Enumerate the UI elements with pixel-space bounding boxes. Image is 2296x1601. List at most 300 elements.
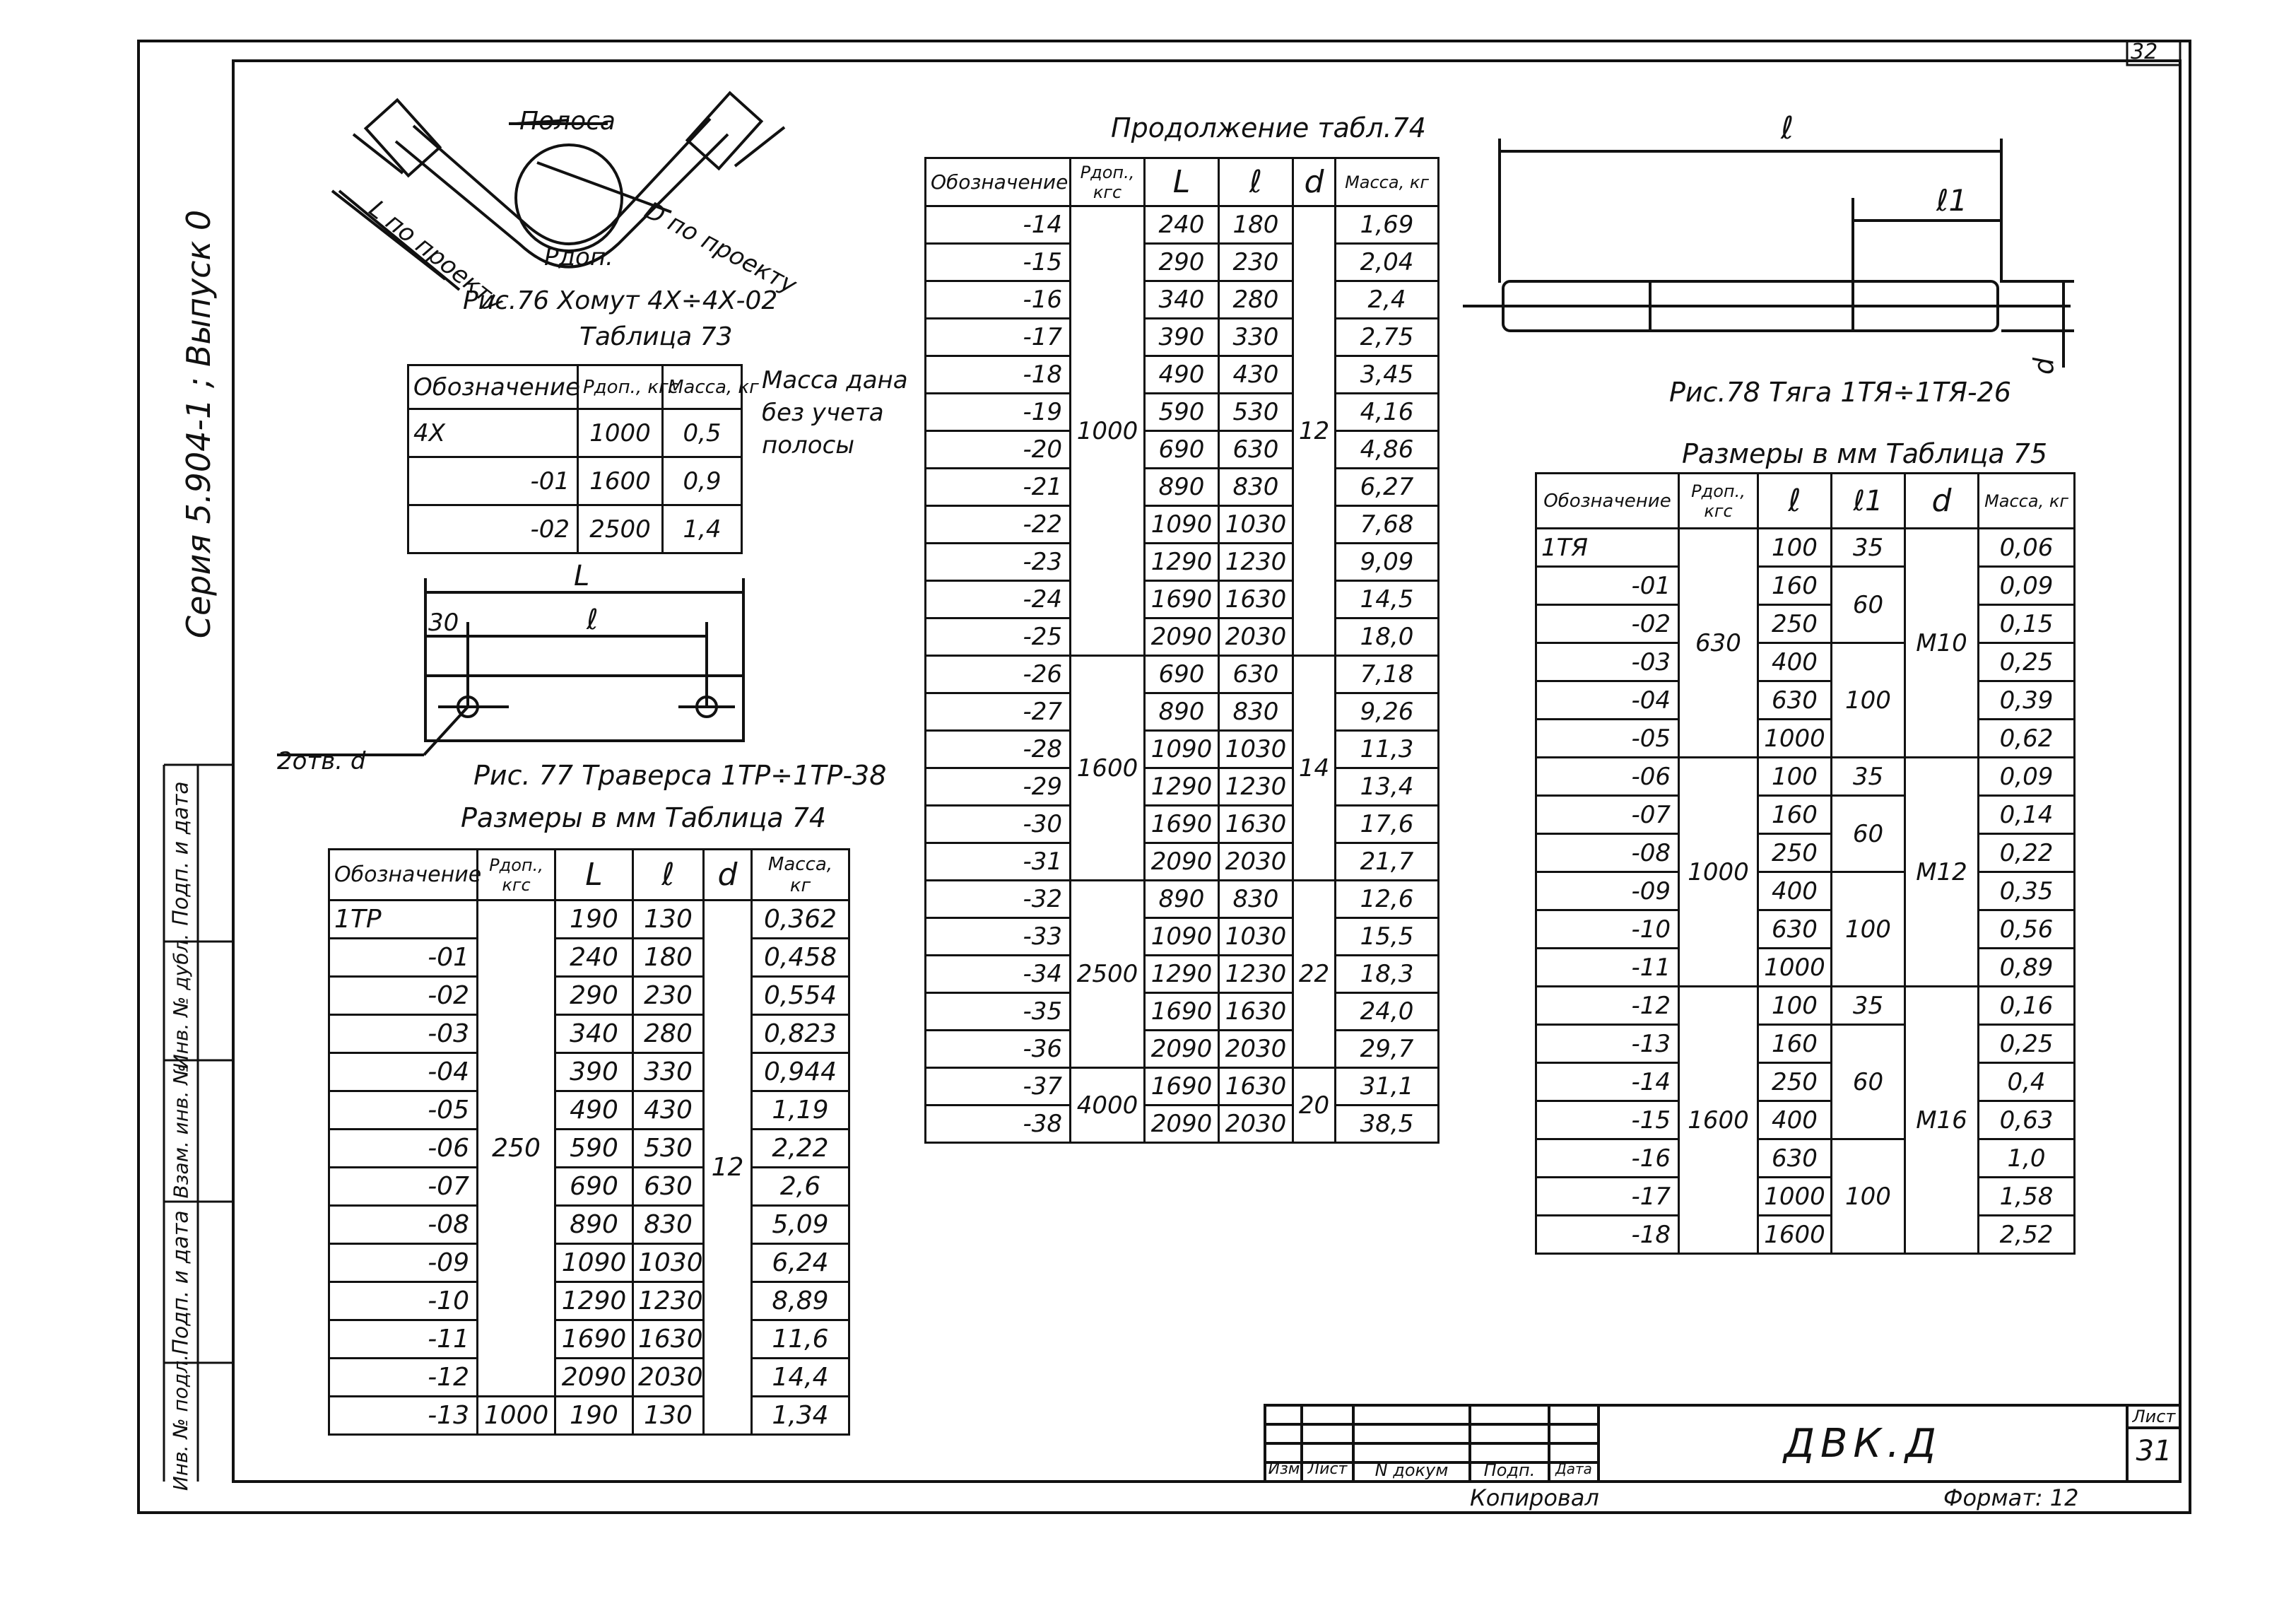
cell: 1230 [1219,956,1293,993]
cell: 3,45 [1336,356,1439,394]
t74c-header: Обозначение [926,158,1071,206]
cell: -20 [926,431,1071,469]
stamp-vzam-inv: Взам. инв. № [169,1063,193,1199]
table-row [926,244,1439,281]
cell: -36 [926,1031,1071,1068]
cell: 1,34 [752,1397,849,1435]
cell: 2090 [1145,843,1219,881]
fig77-traverse [277,578,743,755]
cell: -08 [329,1206,478,1244]
t74-header: d [704,850,752,901]
table-row [926,806,1439,843]
cell: 1290 [1145,544,1219,581]
cell: 390 [1145,319,1219,356]
cell: 890 [1145,693,1219,731]
tb-col-data: Дата [1555,1460,1592,1477]
cell: 100 [1832,1139,1905,1254]
cell: 35 [1832,758,1905,796]
cell: 1230 [633,1282,704,1320]
cell: -30 [926,806,1071,843]
t75-header: Обозначение [1536,474,1679,529]
cell: 230 [633,977,704,1015]
cell: 2030 [633,1359,704,1397]
cell: -28 [926,731,1071,768]
cell: -13 [1536,1025,1679,1063]
cell: 14 [1293,656,1336,881]
cell: 180 [1219,206,1293,244]
cell: -38 [926,1106,1071,1143]
t74c-header: Масса, кг [1336,158,1439,206]
cell: 160 [1758,1025,1832,1063]
fig77-30-label: 30 [428,609,459,637]
cell: 1290 [1145,768,1219,806]
cell: М10 [1905,529,1979,758]
fig77-caption: Рис. 77 Траверса 1ТР÷1ТР-38 [473,760,887,791]
table-row [408,457,742,505]
cell: 11,6 [752,1320,849,1359]
cell: -18 [926,356,1071,394]
table-row [329,901,849,939]
cell: 630 [1679,529,1758,758]
cell: -32 [926,881,1071,918]
stamp-inv-dubl: Инв. № дубл. [169,933,193,1069]
tb-copied: Копировал [1470,1484,1599,1511]
cell: 890 [1145,469,1219,506]
cell: 830 [1219,693,1293,731]
cell: 0,63 [1979,1101,2075,1139]
cell: 2500 [578,505,663,553]
cell: -34 [926,956,1071,993]
table-row [329,1320,849,1359]
fig78-l-label: ℓ [1781,110,1794,146]
cell: -16 [926,281,1071,319]
cell: 1290 [555,1282,633,1320]
cell: 0,823 [752,1015,849,1053]
cell: 240 [1145,206,1219,244]
cell: -37 [926,1068,1071,1106]
table-row [926,918,1439,956]
cell: -05 [1536,720,1679,758]
cell: 2,6 [752,1168,849,1206]
cell: -09 [1536,872,1679,910]
table-row [926,281,1439,319]
cell: 1230 [1219,768,1293,806]
cell: 2030 [1219,1031,1293,1068]
cell: 1290 [1145,956,1219,993]
cell: 1000 [478,1397,555,1435]
cell: 690 [1145,656,1219,693]
cell: 330 [1219,319,1293,356]
cell: 21,7 [1336,843,1439,881]
fig76-D-label: D по проекту [640,196,801,300]
table-row [926,394,1439,431]
cell: -17 [926,319,1071,356]
table-row [1536,1216,2075,1254]
cell: 1600 [1758,1216,1832,1254]
table-row [329,1091,849,1130]
cell: -10 [329,1282,478,1320]
t74c-header: d [1293,158,1336,206]
cell: 1,0 [1979,1139,2075,1178]
table-row [1536,720,2075,758]
cell: 0,944 [752,1053,849,1091]
cell: 2500 [1071,881,1145,1068]
cell: 9,09 [1336,544,1439,581]
cell: 1,19 [752,1091,849,1130]
fig78-d-label: d [2028,357,2059,375]
cell: 690 [1145,431,1219,469]
cell: -02 [408,505,578,553]
table-row [408,505,742,553]
cell: -09 [329,1244,478,1282]
cell: -07 [329,1168,478,1206]
cell: 6,27 [1336,469,1439,506]
t73-header: Pдоп., кгс [578,365,663,409]
cell: 400 [1758,872,1832,910]
table-row [926,656,1439,693]
cell: 2090 [1145,1031,1219,1068]
fig76-L-label: L по проекту [363,194,510,317]
cell: -19 [926,394,1071,431]
fig78-rod [1463,139,2074,368]
t74-header: Масса, кг [752,850,849,901]
cell: 13,4 [1336,768,1439,806]
cell: 0,362 [752,901,849,939]
cell: 0,9 [663,457,742,505]
cell: -18 [1536,1216,1679,1254]
cell: 1690 [1145,1068,1219,1106]
cell: 29,7 [1336,1031,1439,1068]
cell: 1000 [1679,758,1758,987]
cell: 100 [1758,529,1832,567]
cell: -26 [926,656,1071,693]
cell: 130 [633,1397,704,1435]
t73-header: Масса, кг [663,365,742,409]
cell: 38,5 [1336,1106,1439,1143]
series-label: Серия 5.904-1 ; Выпуск 0 [179,209,218,639]
table-row [1536,1139,2075,1178]
cell: -27 [926,693,1071,731]
fig77-L-label: L [574,560,590,592]
t75-header: d [1905,474,1979,529]
t74-header: Pдоп., кгс [478,850,555,901]
cell: 35 [1832,987,1905,1025]
tb-col-ndokum: N докум [1374,1460,1449,1480]
cell: 60 [1832,796,1905,872]
cell: -25 [926,618,1071,656]
cell: 4,86 [1336,431,1439,469]
cell: 0,15 [1979,605,2075,643]
fig78-caption: Рис.78 Тяга 1ТЯ÷1ТЯ-26 [1669,377,2011,408]
cell: 0,06 [1979,529,2075,567]
cell: 1690 [1145,993,1219,1031]
table-row [329,977,849,1015]
cell: 20 [1293,1068,1336,1143]
cell: 2,22 [752,1130,849,1168]
table-row [926,881,1439,918]
t74-header: Обозначение [329,850,478,901]
fig76-P-label: Pдоп. [544,243,613,271]
cell: 390 [555,1053,633,1091]
cell: 230 [1219,244,1293,281]
cell: 100 [1832,872,1905,987]
cell: 24,0 [1336,993,1439,1031]
cell: 0,14 [1979,796,2075,834]
cell: 630 [1758,1139,1832,1178]
cell: -06 [1536,758,1679,796]
cell: 530 [1219,394,1293,431]
cell: 1090 [1145,506,1219,544]
cell: 1630 [1219,1068,1293,1106]
cell: 60 [1832,567,1905,643]
table-row [926,206,1439,244]
cell: 630 [1219,431,1293,469]
cell: 290 [555,977,633,1015]
tb-sheet-no: 31 [2136,1435,2172,1467]
cell: 2030 [1219,618,1293,656]
cell: -14 [926,206,1071,244]
cell: -04 [329,1053,478,1091]
cell: 430 [633,1091,704,1130]
cell: 2,75 [1336,319,1439,356]
cell: -10 [1536,910,1679,949]
cell: -07 [1536,796,1679,834]
cell: 1690 [1145,581,1219,618]
cell: 340 [1145,281,1219,319]
cell: 1ТР [329,901,478,939]
t74-header: ℓ [633,850,704,901]
cell: 11,3 [1336,731,1439,768]
cell: 14,4 [752,1359,849,1397]
cell: 1000 [1071,206,1145,656]
cell: 1630 [1219,806,1293,843]
cell: -12 [1536,987,1679,1025]
cell: 590 [555,1130,633,1168]
table-row [1536,987,2075,1025]
cell: -14 [1536,1063,1679,1101]
table-74 [328,848,850,1436]
cell: 590 [1145,394,1219,431]
cell: -05 [329,1091,478,1130]
cell: -23 [926,544,1071,581]
cell: 160 [1758,567,1832,605]
cell: 31,1 [1336,1068,1439,1106]
tb-format: Формат: 12 [1943,1484,2079,1511]
cell: 830 [1219,881,1293,918]
cell: М16 [1905,987,1979,1254]
cell: -04 [1536,681,1679,720]
cell: 14,5 [1336,581,1439,618]
stamp-inv-podl: Инв. № подл. [169,1354,193,1491]
cell: 400 [1758,1101,1832,1139]
cell: 190 [555,901,633,939]
cell: 190 [555,1397,633,1435]
table-row [329,1244,849,1282]
cell: 1030 [1219,506,1293,544]
table-row [926,1068,1439,1106]
cell: 60 [1832,1025,1905,1139]
fig76-caption: Рис.76 Хомут 4Х÷4Х-02 [463,286,778,315]
cell: -01 [408,457,578,505]
cell: 250 [478,901,555,1397]
table-row [1536,1063,2075,1101]
t74c-header: ℓ [1219,158,1293,206]
table-row [1536,910,2075,949]
cell: 2,52 [1979,1216,2075,1254]
cell: 0,09 [1979,567,2075,605]
cell: 1090 [555,1244,633,1282]
cell: 1000 [1758,1178,1832,1216]
cell: 250 [1758,834,1832,872]
t75-header: Pдоп., кгс [1679,474,1758,529]
cell: -17 [1536,1178,1679,1216]
table-row [329,939,849,977]
table74-cont-title: Продолжение табл.74 [1111,112,1426,143]
cell: -31 [926,843,1071,881]
table-row [926,618,1439,656]
cell: 330 [633,1053,704,1091]
cell: 630 [633,1168,704,1206]
table-row [926,843,1439,881]
cell: 7,18 [1336,656,1439,693]
cell: 17,6 [1336,806,1439,843]
table-row [926,431,1439,469]
t74-header: L [555,850,633,901]
cell: -12 [329,1359,478,1397]
cell: 0,09 [1979,758,2075,796]
table-row [329,1282,849,1320]
cell: 100 [1832,643,1905,758]
cell: 1ТЯ [1536,529,1679,567]
cell: 130 [633,901,704,939]
cell: -15 [926,244,1071,281]
cell: 2090 [555,1359,633,1397]
cell: 0,25 [1979,1025,2075,1063]
cell: 1690 [1145,806,1219,843]
cell: -29 [926,768,1071,806]
cell: 2090 [1145,618,1219,656]
cell: 490 [555,1091,633,1130]
t74c-header: L [1145,158,1219,206]
cell: 0,25 [1979,643,2075,681]
table-74-continued [924,157,1440,1144]
cell: 530 [633,1130,704,1168]
cell: 1630 [1219,993,1293,1031]
tb-col-izm: Изм [1268,1460,1300,1478]
cell: 0,5 [663,409,742,457]
cell: 890 [1145,881,1219,918]
cell: 1230 [1219,544,1293,581]
cell: 490 [1145,356,1219,394]
cell: 340 [555,1015,633,1053]
table-row [329,1206,849,1244]
table73-title: Таблица 73 [579,322,733,351]
cell: -11 [329,1320,478,1359]
table-row [926,731,1439,768]
cell: 180 [633,939,704,977]
cell: 4000 [1071,1068,1145,1143]
cell: -03 [1536,643,1679,681]
cell: 830 [1219,469,1293,506]
table-row [1536,796,2075,834]
t75-header: ℓ [1758,474,1832,529]
cell: -11 [1536,949,1679,987]
tb-sheet-label: Лист [2132,1407,2176,1426]
cell: 0,4 [1979,1063,2075,1101]
cell: 2,4 [1336,281,1439,319]
table-row [1536,681,2075,720]
table74-title: Размеры в мм Таблица 74 [461,802,827,833]
cell: 630 [1758,681,1832,720]
table-row [329,1053,849,1091]
cell: -22 [926,506,1071,544]
cell: 1090 [1145,731,1219,768]
cell: 160 [1758,796,1832,834]
cell: 1,58 [1979,1178,2075,1216]
cell: 15,5 [1336,918,1439,956]
cell: 9,26 [1336,693,1439,731]
table-row [926,356,1439,394]
cell: 6,24 [752,1244,849,1282]
cell: 12,6 [1336,881,1439,918]
cell: -03 [329,1015,478,1053]
table-row [1536,758,2075,796]
cell: 18,3 [1336,956,1439,993]
cell: 250 [1758,605,1832,643]
cell: -16 [1536,1139,1679,1178]
table-row [329,1015,849,1053]
table-row [1536,1178,2075,1216]
cell: 1630 [633,1320,704,1359]
tb-designation: ДВК.Д [1784,1421,1942,1467]
table-row [1536,643,2075,681]
t75-header: Масса, кг [1979,474,2075,529]
cell: -02 [329,977,478,1015]
table-row [1536,605,2075,643]
cell: 1000 [578,409,663,457]
cell: 1,69 [1336,206,1439,244]
cell: 1600 [1071,656,1145,881]
table75-title: Размеры в мм Таблица 75 [1682,438,2048,469]
cell: 630 [1219,656,1293,693]
cell: 0,56 [1979,910,2075,949]
cell: 22 [1293,881,1336,1068]
page-number: 32 [2131,40,2158,64]
cell: 4Х [408,409,578,457]
fig76-strip-label: Полоса [519,107,616,136]
cell: 400 [1758,643,1832,681]
table-row [1536,1101,2075,1139]
cell: 2090 [1145,1106,1219,1143]
cell: -02 [1536,605,1679,643]
cell: -35 [926,993,1071,1031]
cell: 630 [1758,910,1832,949]
cell: -01 [1536,567,1679,605]
cell: 0,554 [752,977,849,1015]
table-row [926,693,1439,731]
cell: 12 [704,901,752,1435]
cell: -15 [1536,1101,1679,1139]
table-75 [1535,472,2076,1255]
table-row [329,1397,849,1435]
cell: 280 [1219,281,1293,319]
cell: 12 [1293,206,1336,656]
cell: 2,04 [1336,244,1439,281]
fig77-l-label: ℓ [587,604,599,636]
cell: 430 [1219,356,1293,394]
cell: 1600 [1679,987,1758,1254]
cell: 290 [1145,244,1219,281]
